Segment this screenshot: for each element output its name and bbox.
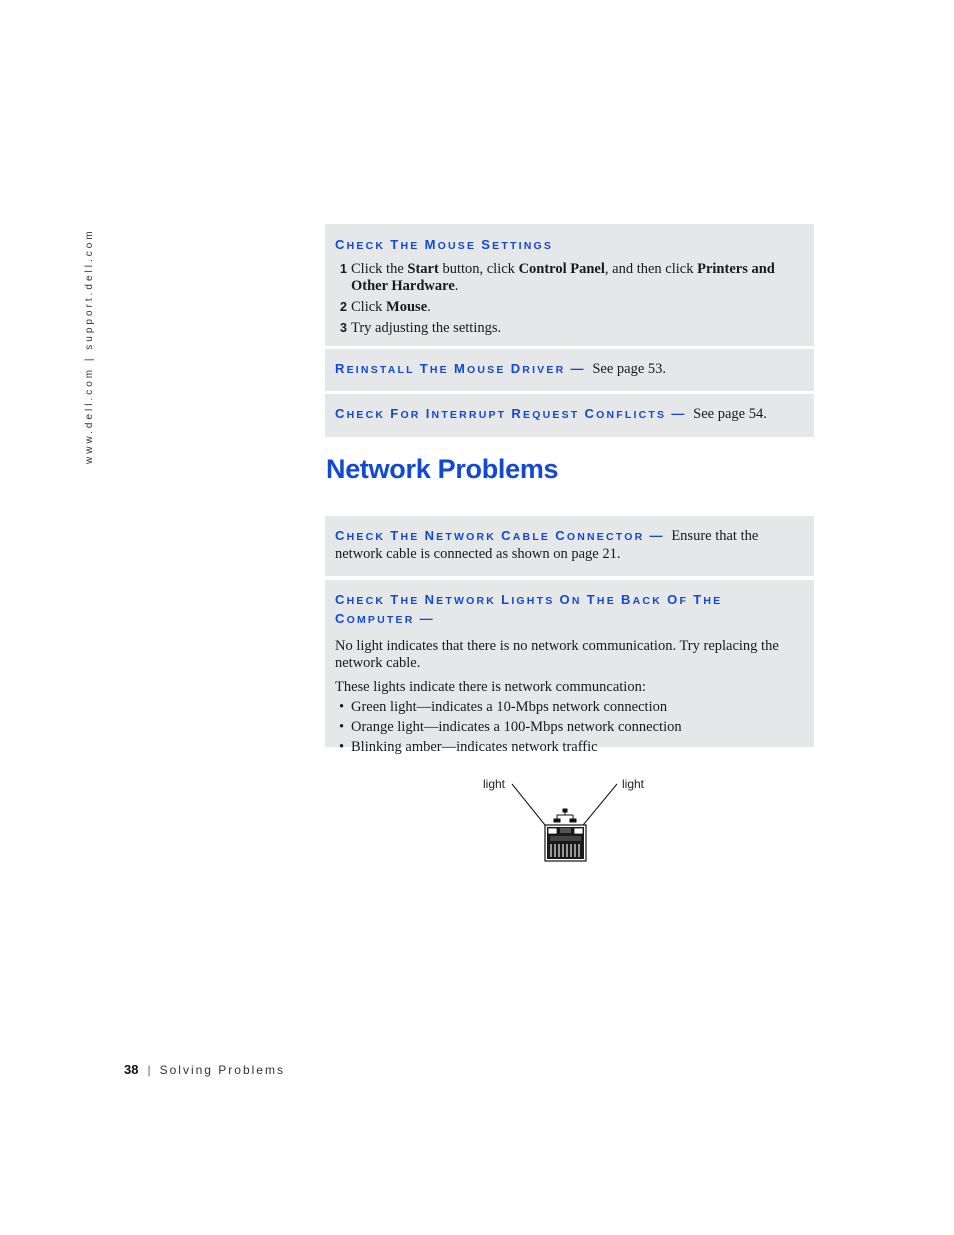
page-title: Network Problems xyxy=(326,454,559,484)
reinstall-driver-box xyxy=(325,349,814,391)
no-light-paragraph: No light indicates that there is no network communication. Try replacing the network cable. xyxy=(335,638,779,671)
step-text: Try adjusting the settings. xyxy=(351,320,502,336)
network-icon xyxy=(554,809,576,822)
list-item-text: Orange light—indicates a 100-Mbps network connection xyxy=(351,719,682,735)
mouse-settings-heading: CHECK THE MOUSE SETTINGS xyxy=(335,237,554,252)
leader-line-right xyxy=(579,784,617,830)
figure-label-light-right: light xyxy=(622,777,645,791)
bullet-icon: • xyxy=(339,699,345,715)
list-item xyxy=(335,719,804,736)
bullet-icon: • xyxy=(339,719,345,735)
step-text: . xyxy=(427,299,431,315)
step-3 xyxy=(335,320,804,337)
light-left xyxy=(548,828,557,834)
page-footer xyxy=(124,1062,285,1077)
mouse-label: Mouse xyxy=(386,299,428,315)
step-1 xyxy=(335,261,804,295)
list-item xyxy=(335,699,804,716)
step-text: . xyxy=(454,278,459,294)
network-lights-heading: CHECK THE NETWORK LIGHTS ON THE BACK OF THE COMPUTER — xyxy=(335,592,723,626)
step-number: 1 xyxy=(340,262,347,276)
network-connector-diagram xyxy=(505,780,635,870)
step-number: 3 xyxy=(340,321,347,335)
figure-label-light-left: light xyxy=(483,777,506,791)
network-cable-heading: CHECK THE NETWORK CABLE CONNECTOR — xyxy=(335,528,665,543)
list-item-text: Green light—indicates a 10-Mbps network connection xyxy=(351,699,668,715)
lights-paragraph: These lights indicate there is network communcation: xyxy=(335,679,646,695)
control-panel-label: Control Panel xyxy=(518,261,605,277)
network-cable-text: Ensure that the network cable is connected as shown on page 21. xyxy=(335,528,759,562)
step-text: Click the xyxy=(351,261,408,277)
sidebar-url: www.dell.com | support.dell.com xyxy=(84,228,95,464)
list-item-text: Blinking amber—indicates network traffic xyxy=(351,739,598,755)
irq-conflicts-box xyxy=(325,394,814,437)
step-text: button, click xyxy=(438,261,519,277)
step-text: , and then click xyxy=(604,261,698,277)
step-2 xyxy=(335,299,804,316)
page-number: 38 xyxy=(124,1062,139,1077)
step-text: Click xyxy=(351,299,387,315)
light-right xyxy=(574,828,583,834)
irq-conflicts-heading: CHECK FOR INTERRUPT REQUEST CONFLICTS — xyxy=(335,406,687,421)
start-label: Start xyxy=(407,261,439,277)
reinstall-driver-heading: REINSTALL THE MOUSE DRIVER — xyxy=(335,361,586,376)
leader-line-left xyxy=(512,784,549,830)
list-item xyxy=(335,739,804,756)
step-number: 2 xyxy=(340,300,347,314)
reinstall-driver-text: See page 53. xyxy=(592,361,667,377)
printers-hardware-label: Printers and Other Hardware xyxy=(351,261,775,294)
mouse-settings-box xyxy=(325,224,814,346)
footer-section-title: Solving Problems xyxy=(159,1063,285,1077)
network-cable-box xyxy=(325,516,814,576)
network-lights-box xyxy=(325,580,814,755)
footer-separator: | xyxy=(147,1063,151,1077)
bullet-icon: • xyxy=(339,739,345,755)
irq-conflicts-text: See page 54. xyxy=(693,406,767,422)
